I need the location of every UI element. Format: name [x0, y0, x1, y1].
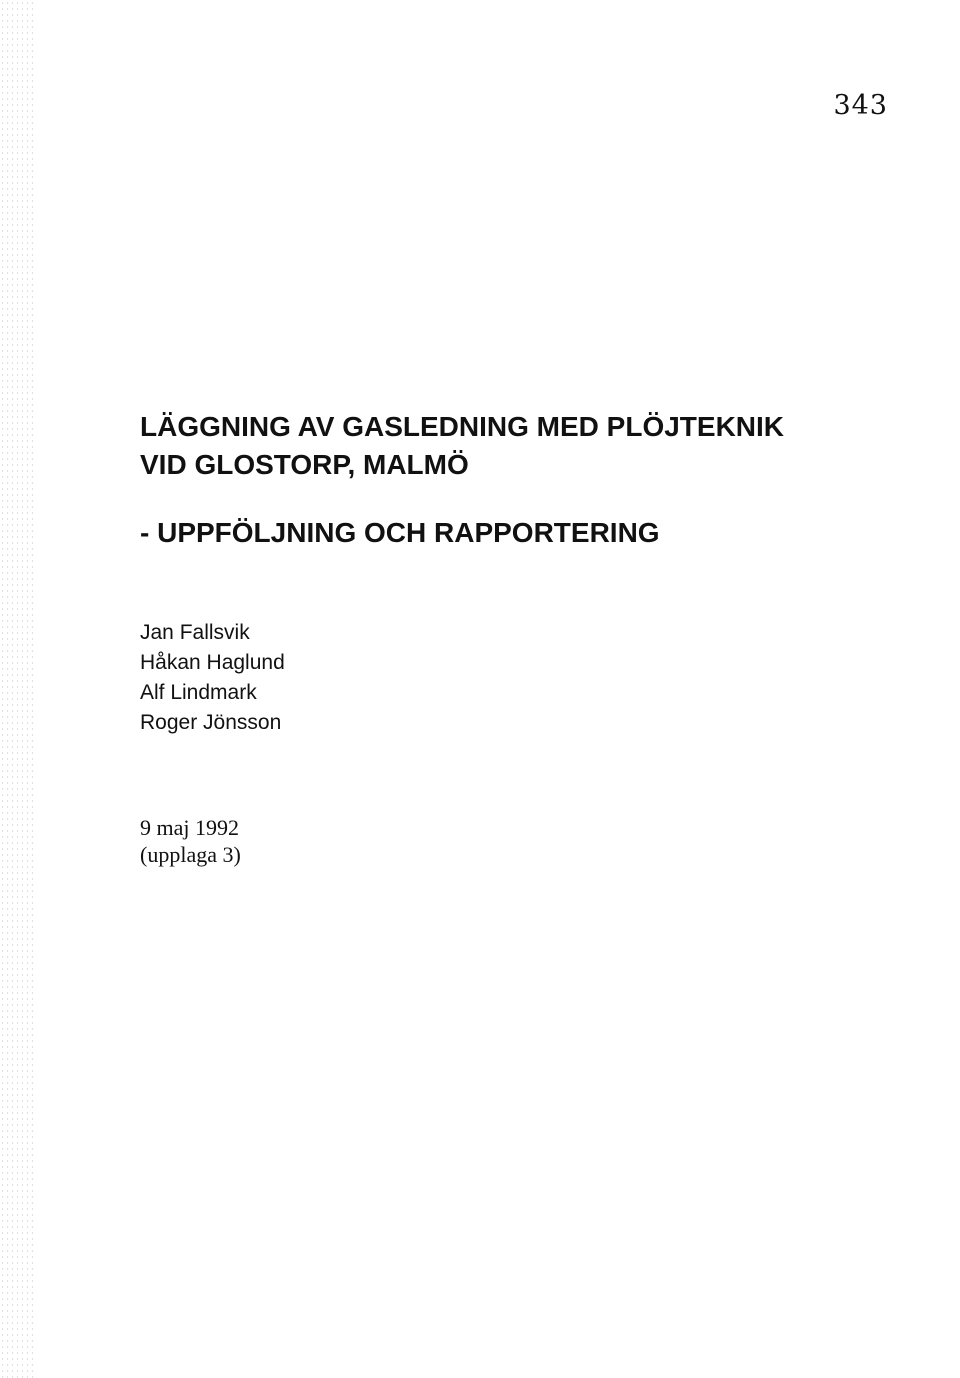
scan-edge-noise — [0, 0, 34, 1378]
author-name: Håkan Haglund — [140, 651, 285, 674]
document-subtitle: - UPPFÖLJNING OCH RAPPORTERING — [140, 517, 660, 548]
title-line-2: VID GLOSTORP, MALMÖ — [140, 449, 469, 480]
document-title — [140, 408, 784, 484]
title-line-1: LÄGGNING AV GASLEDNING MED PLÖJTEKNIK — [140, 411, 785, 442]
author-name: Alf Lindmark — [140, 681, 257, 704]
author-name: Jan Fallsvik — [140, 621, 250, 644]
author-name: Roger Jönsson — [140, 711, 282, 734]
edition-note: (upplaga 3) — [140, 842, 241, 867]
author-list — [140, 618, 285, 738]
publication-date: 9 maj 1992 — [140, 815, 239, 840]
page-number: 343 — [833, 90, 888, 121]
publication-info — [140, 814, 241, 868]
